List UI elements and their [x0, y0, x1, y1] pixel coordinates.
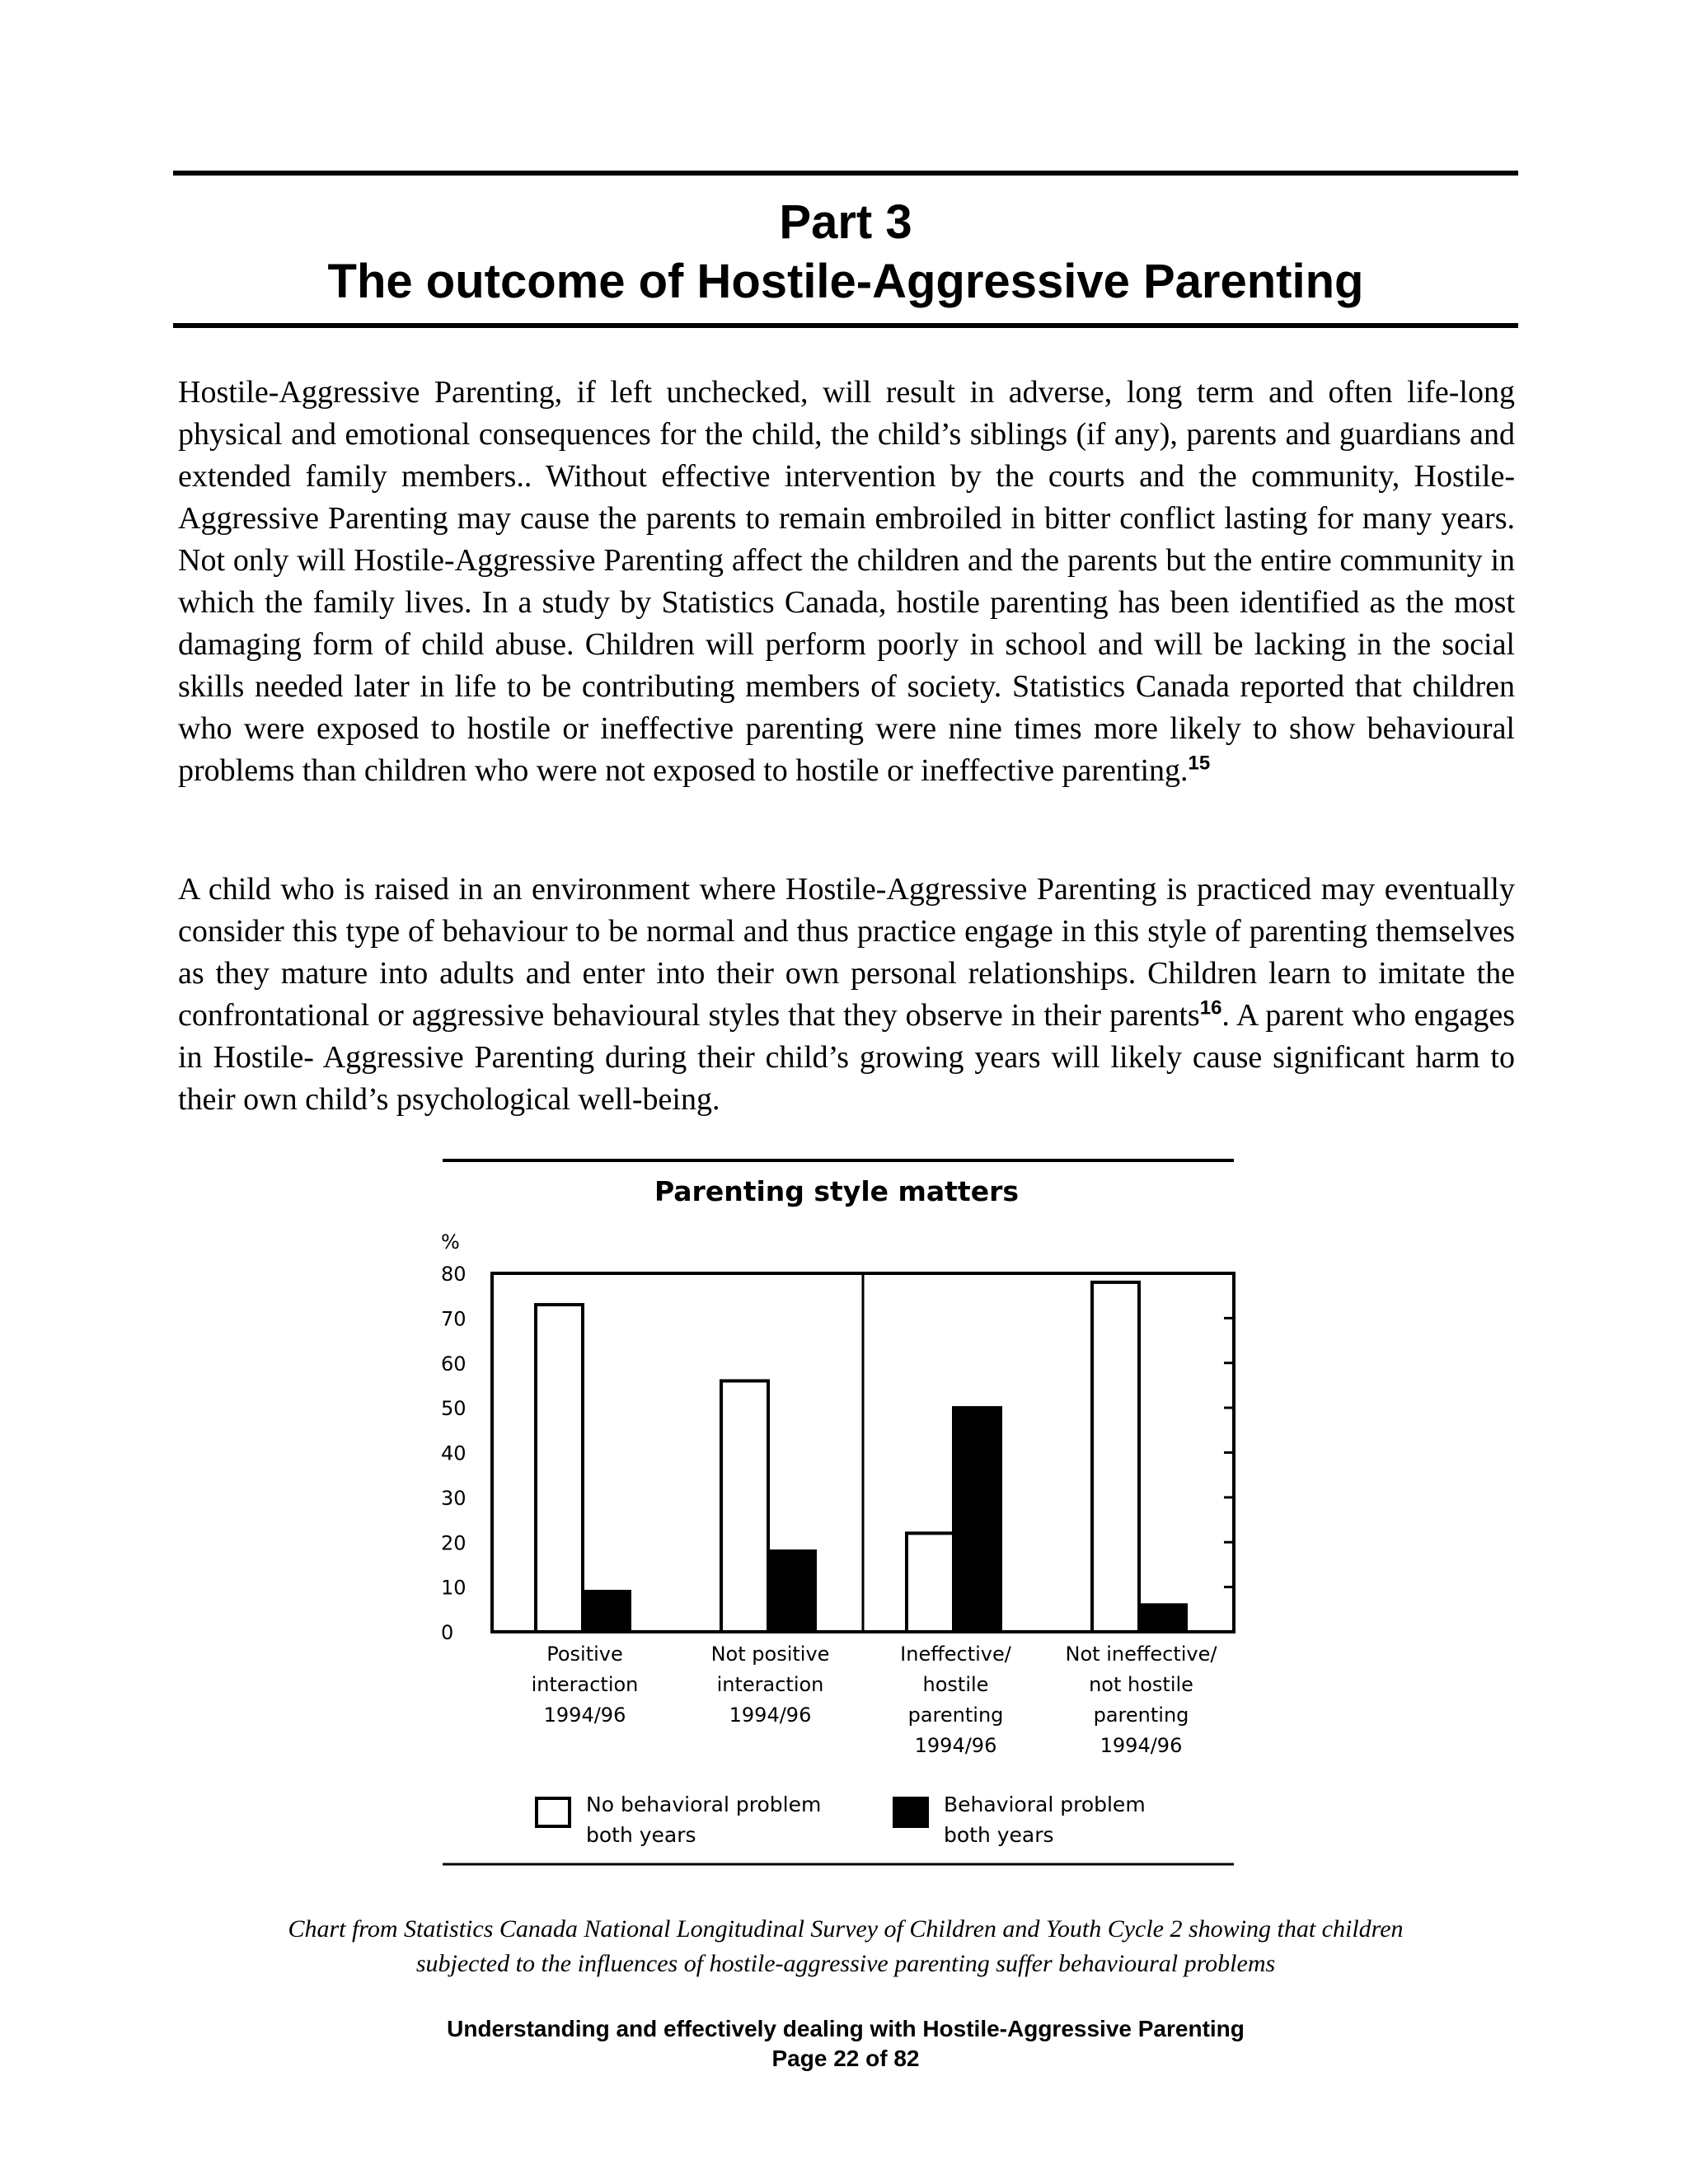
y-tick-label: 70 — [441, 1307, 467, 1331]
legend-label: No behavioral problem — [586, 1793, 822, 1816]
figure-caption-line-1: Chart from Statistics Canada National Longitudinal Survey of Children and Youth Cycle 2 showing that children — [288, 1915, 1404, 1943]
chart-y-axis-label: % — [441, 1230, 460, 1254]
bar-no-problem-2 — [721, 1381, 768, 1633]
chart-x-labels — [532, 1643, 1218, 1757]
paragraph-1 — [178, 372, 1515, 792]
footer-document-title: Understanding and effectively dealing with Hostile-Aggressive Parenting — [447, 2016, 1245, 2041]
x-tick-label: Not ineffective/ — [1065, 1643, 1217, 1666]
part-label: Part 3 — [779, 195, 912, 249]
x-tick-label: 1994/96 — [543, 1704, 626, 1727]
bar-problem-4 — [1139, 1605, 1186, 1632]
paragraph-2-text-a: A child who is raised in an environment where Hostile-Aggressive Parenting is practiced may eventually consider this type of behaviour to be normal and thus practice engage in this style of parenting themselves as they mature into adults and enter into their own personal relationships. Children learn to imitate the confrontational or aggressive behavioural styles that they observe in their parents — [178, 872, 1515, 1033]
legend-label: Behavioral problem — [944, 1793, 1146, 1816]
bar-no-problem-4 — [1092, 1282, 1139, 1632]
bar-problem-2 — [768, 1551, 815, 1632]
legend-label: both years — [586, 1823, 696, 1847]
bar-no-problem-1 — [536, 1305, 583, 1632]
footnote-ref-16[interactable]: 16 — [1199, 996, 1222, 1019]
y-tick-label: 20 — [441, 1531, 467, 1555]
paragraph-2 — [178, 869, 1515, 1121]
x-tick-label: hostile — [922, 1673, 989, 1696]
paragraph-1-text: Hostile-Aggressive Parenting, if left unchecked, will result in adverse, long term and often life-long physical and emotional consequences for the child, the child’s siblings (if any), parents and guardians and extended family members.. Without effective intervention by the courts and the community, Hostile-Aggressive Parenting may cause the parents to remain embroiled in bitter conflict lasting for many years. Not only will Hostile-Aggressive Parenting affect the children and the parents but the entire community in which the family lives. In a study by Statistics Canada, hostile parenting has been identified as the most damaging form of child abuse. Children will perform poorly in school and will be lacking in the social skills needed later in life to be contributing members of society. Statistics Canada reported that children who were exposed to hostile or ineffective parenting were nine times more likely to show behavioural problems than children who were not exposed to hostile or ineffective parenting. — [178, 375, 1515, 788]
y-tick-label: 10 — [441, 1576, 467, 1600]
x-tick-label: not hostile — [1089, 1673, 1193, 1696]
footnote-ref-15[interactable]: 15 — [1188, 752, 1211, 775]
bar-problem-3 — [954, 1408, 1001, 1632]
x-tick-label: Ineffective/ — [900, 1643, 1011, 1666]
x-tick-label: 1994/96 — [729, 1704, 812, 1727]
paragraph-2-text-b: . A parent who engages in Hostile- Aggressive Parenting during their child’s growing years will likely cause significant harm to their own child’s psychological well-being. — [178, 998, 1515, 1117]
y-tick-label: 60 — [441, 1352, 467, 1376]
footer-page-number: Page 22 of 82 — [771, 2046, 920, 2071]
y-tick-label: 30 — [441, 1486, 467, 1510]
x-tick-label: 1994/96 — [914, 1734, 997, 1757]
header-rule-bottom — [173, 323, 1518, 328]
x-tick-label: parenting — [907, 1704, 1004, 1727]
x-tick-label: Not positive — [710, 1643, 830, 1666]
header-rule-top — [173, 171, 1518, 176]
parenting-style-chart — [441, 1158, 1249, 1867]
legend-swatch — [894, 1798, 927, 1826]
x-tick-label: interaction — [716, 1673, 824, 1696]
x-tick-label: interaction — [531, 1673, 639, 1696]
y-tick-label: 40 — [441, 1441, 467, 1465]
chart-legend — [537, 1793, 1146, 1847]
figure-caption-line-2: subjected to the influences of hostile-aggressive parenting suffer behavioural problems — [415, 1950, 1276, 1977]
page-title: The outcome of Hostile-Aggressive Parenting — [327, 255, 1364, 308]
y-tick-label: 80 — [441, 1263, 467, 1286]
y-tick-label: 0 — [441, 1621, 454, 1644]
x-tick-label: Positive — [546, 1643, 623, 1666]
y-tick-label: 50 — [441, 1397, 467, 1421]
legend-label: both years — [944, 1823, 1054, 1847]
x-tick-label: parenting — [1093, 1704, 1189, 1727]
bar-problem-1 — [583, 1591, 630, 1632]
chart-bars — [536, 1282, 1186, 1632]
chart-title: Parenting style matters — [654, 1175, 1020, 1207]
x-tick-label: 1994/96 — [1100, 1734, 1183, 1757]
bar-no-problem-3 — [907, 1533, 954, 1632]
legend-swatch — [537, 1798, 570, 1826]
